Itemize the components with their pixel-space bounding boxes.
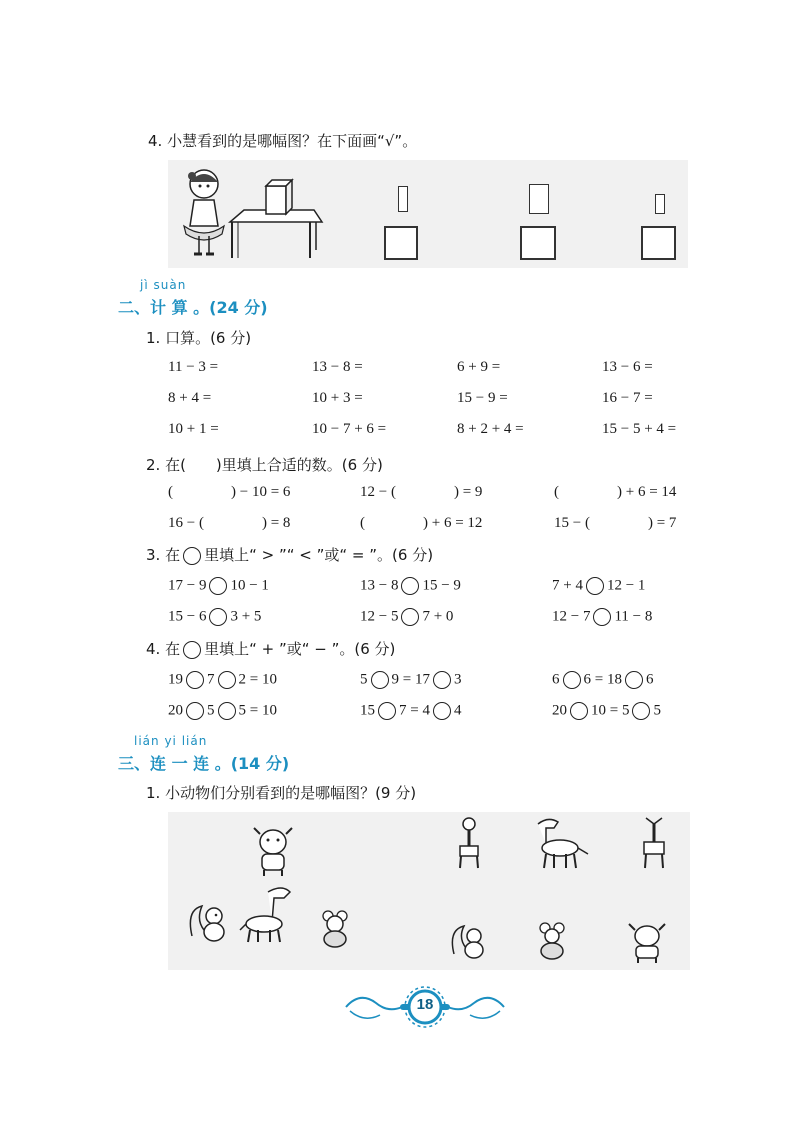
sign-item: 20 5 5 = 10 — [168, 702, 277, 719]
answer-circle[interactable] — [570, 702, 588, 720]
squirrel-view-icon — [450, 920, 490, 960]
squirrel-icon — [186, 900, 230, 944]
mental-math-item: 16 − 7 = — [602, 390, 653, 406]
answer-box-3[interactable] — [641, 226, 676, 260]
mental-math-item: 15 − 5 + 4 = — [602, 421, 677, 437]
mental-math-item: 15 − 9 = — [457, 390, 508, 406]
circle-icon — [183, 547, 201, 565]
mouse-view-icon — [534, 920, 570, 960]
mental-math-item: 10 + 3 = — [312, 390, 363, 406]
sign-item: 20 10 = 5 5 — [552, 702, 661, 719]
answer-circle[interactable] — [593, 608, 611, 626]
compare-item: 17 − 9 10 − 1 — [168, 577, 269, 594]
view-option-2-shape — [529, 184, 549, 214]
mental-math-item: 8 + 4 = — [168, 390, 212, 406]
answer-circle[interactable] — [632, 702, 650, 720]
answer-circle[interactable] — [218, 702, 236, 720]
compare-item: 12 − 5 7 + 0 — [360, 608, 454, 625]
compare-item: 15 − 6 3 + 5 — [168, 608, 262, 625]
circle-icon — [183, 641, 201, 659]
answer-circle[interactable] — [586, 577, 604, 595]
sec2-p1-title: 1. 口算。(6 分) — [146, 329, 252, 347]
compare-item: 13 − 8 15 − 9 — [360, 577, 461, 594]
answer-circle[interactable] — [625, 671, 643, 689]
section2-title: 二、计 算 。(24 分) — [118, 298, 268, 317]
sign-item: 6 6 = 18 6 — [552, 671, 654, 688]
q4-title: 4. 小慧看到的是哪幅图？在下面画“√”。 — [148, 132, 418, 150]
answer-circle[interactable] — [433, 671, 451, 689]
answer-box-2[interactable] — [520, 226, 556, 260]
fill-blank-item: ( ) + 6 = 12 — [360, 515, 483, 531]
cow-icon — [252, 822, 294, 878]
compare-item: 7 + 4 12 − 1 — [552, 577, 646, 594]
view-option-3-shape — [655, 194, 665, 214]
sec2-p3-title: 3. 在 里填上“ > ”“ < ”或“ = ”。(6 分) — [146, 546, 434, 564]
fill-blank-item: ( ) + 6 = 14 — [554, 484, 677, 500]
answer-circle[interactable] — [563, 671, 581, 689]
view-option-1-shape — [398, 186, 408, 212]
mental-math-item: 13 − 8 = — [312, 359, 363, 375]
cow-view-icon — [626, 920, 668, 964]
section2-pinyin: jì suàn — [140, 278, 187, 292]
mental-math-item: 10 + 1 = — [168, 421, 219, 437]
answer-circle[interactable] — [209, 608, 227, 626]
answer-circle[interactable] — [209, 577, 227, 595]
giraffe-back-view-icon — [638, 814, 670, 870]
mouse-icon — [316, 908, 354, 948]
giraffe-front-view-icon — [452, 816, 486, 870]
mental-math-item: 6 + 9 = — [457, 359, 501, 375]
answer-box-1[interactable] — [384, 226, 418, 260]
fill-blank-item: 12 − ( ) = 9 — [360, 484, 483, 500]
answer-circle[interactable] — [433, 702, 451, 720]
animals-picture-panel — [168, 812, 690, 970]
fill-blank-item: ( ) − 10 = 6 — [168, 484, 291, 500]
answer-circle[interactable] — [371, 671, 389, 689]
sign-item: 15 7 = 4 4 — [360, 702, 462, 719]
sec2-p2-title: 2. 在( )里填上合适的数。(6 分) — [146, 456, 383, 474]
girl-at-table-illustration — [174, 164, 334, 264]
mental-math-item: 13 − 6 = — [602, 359, 653, 375]
section3-title: 三、连 一 连 。(14 分) — [118, 754, 290, 773]
compare-item: 12 − 7 11 − 8 — [552, 608, 653, 625]
answer-circle[interactable] — [378, 702, 396, 720]
fill-blank-item: 16 − ( ) = 8 — [168, 515, 291, 531]
sign-item: 5 9 = 17 3 — [360, 671, 462, 688]
answer-circle[interactable] — [401, 577, 419, 595]
giraffe-side-view-icon — [532, 814, 590, 870]
fill-blank-item: 15 − ( ) = 7 — [554, 515, 677, 531]
sec2-p4-title: 4. 在 里填上“ + ”或“ − ”。(6 分) — [146, 640, 396, 658]
answer-circle[interactable] — [186, 702, 204, 720]
sign-item: 19 7 2 = 10 — [168, 671, 277, 688]
answer-circle[interactable] — [218, 671, 236, 689]
q4-picture-panel — [168, 160, 688, 268]
mental-math-item: 8 + 2 + 4 = — [457, 421, 524, 437]
mental-math-item: 11 − 3 = — [168, 359, 219, 375]
answer-circle[interactable] — [186, 671, 204, 689]
giraffe-icon — [238, 882, 300, 944]
mental-math-item: 10 − 7 + 6 = — [312, 421, 387, 437]
sec3-p1-title: 1. 小动物们分别看到的是哪幅图？(9 分) — [146, 784, 417, 802]
section3-pinyin: lián yi lián — [134, 734, 208, 748]
page-number: 18 — [416, 996, 434, 1013]
answer-circle[interactable] — [401, 608, 419, 626]
